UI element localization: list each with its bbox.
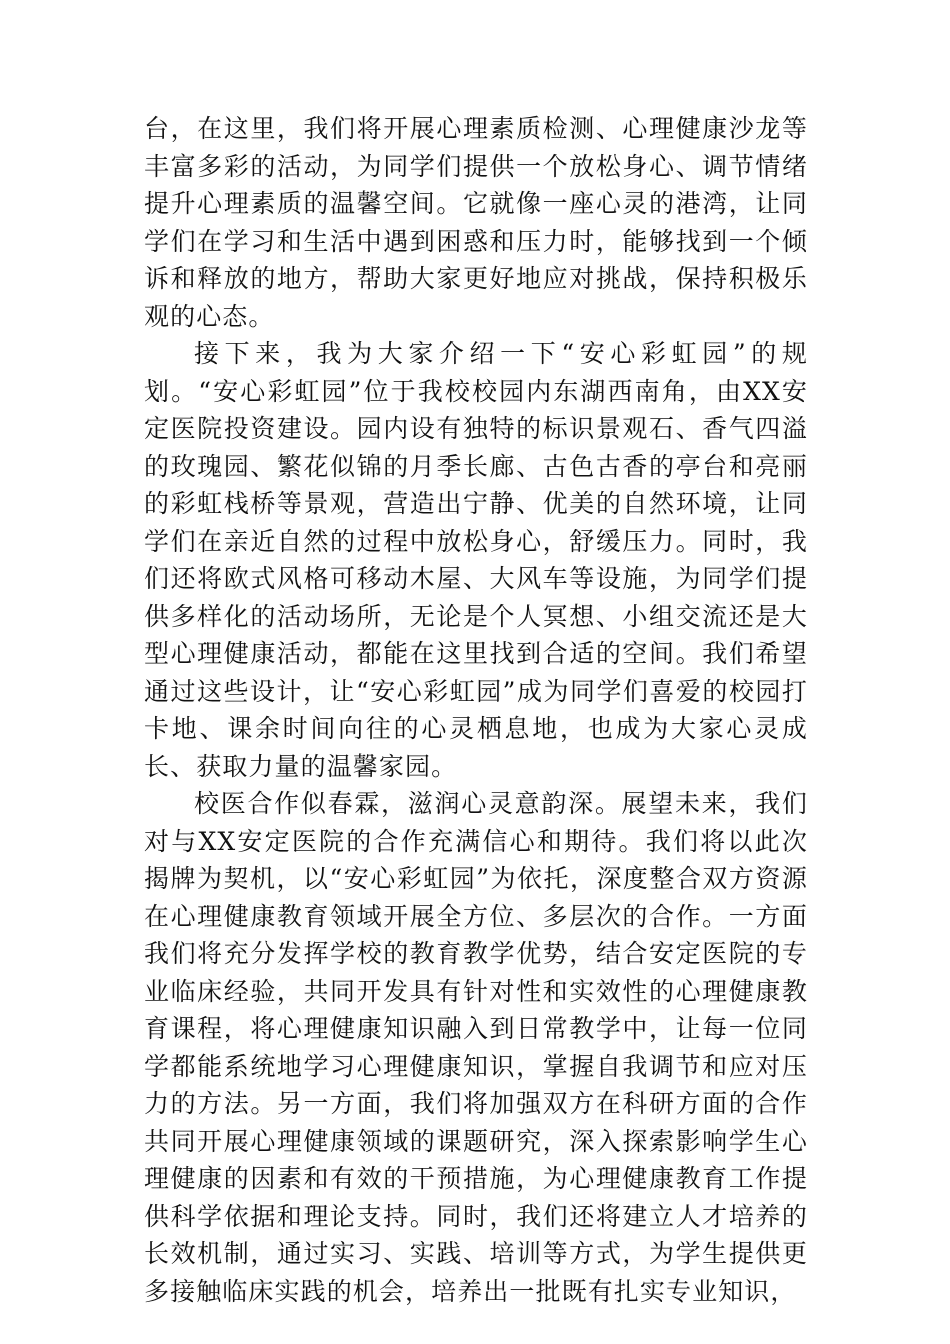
body-text xyxy=(144,110,808,1310)
paragraph-1: 台，在这里，我们将开展心理素质检测、心理健康沙龙等丰富多彩的活动，为同学们提供一个放松身心、调节情绪提升心理素质的温馨空间。它就像一座心灵的港湾，让同学们在学习和生活中遇到困惑和压力时，能够找到一个倾诉和释放的地方，帮助大家更好地应对挑战，保持积极乐观的心态。 xyxy=(144,114,808,331)
paragraph-2: 接下来，我为大家介绍一下“安心彩虹园”的规划。“安心彩虹园”位于我校校园内东湖西南角，由XX安定医院投资建设。园内设有独特的标识景观石、香气四溢的玫瑰园、繁花似锦的月季长廊、古色古香的亭台和亮丽的彩虹栈桥等景观，营造出宁静、优美的自然环境，让同学们在亲近自然的过程中放松身心，舒缓压力。同时，我们还将欧式风格可移动木屋、大风车等设施，为同学们提供多样化的活动场所，无论是个人冥想、小组交流还是大型心理健康活动，都能在这里找到合适的空间。我们希望通过这些设计，让“安心彩虹园”成为同学们喜爱的校园打卡地、课余时间向往的心灵栖息地，也成为大家心灵成长、获取力量的温馨家园。 xyxy=(144,339,808,781)
paragraph-3: 校医合作似春霖，滋润心灵意韵深。展望未来，我们对与XX安定医院的合作充满信心和期待。我们将以此次揭牌为契机，以“安心彩虹园”为依托，深度整合双方资源在心理健康教育领域开展全方位、多层次的合作。一方面我们将充分发挥学校的教育教学优势，结合安定医院的专业临床经验，共同开发具有针对性和实效性的心理健康教育课程，将心理健康知识融入到日常教学中，让每一位同学都能系统地学习心理健康知识，掌握自我调节和应对压力的方法。另一方面，我们将加强双方在科研方面的合作共同开展心理健康领域的课题研究，深入探索影响学生心理健康的因素和有效的干预措施，为心理健康教育工作提供科学依据和理论支持。同时，我们还将建立人才培养的长效机制，通过实习、实践、培训等方式，为学生提供更多接触临床实践的机会，培养出一批既有扎实专业知识， xyxy=(144,789,808,1306)
